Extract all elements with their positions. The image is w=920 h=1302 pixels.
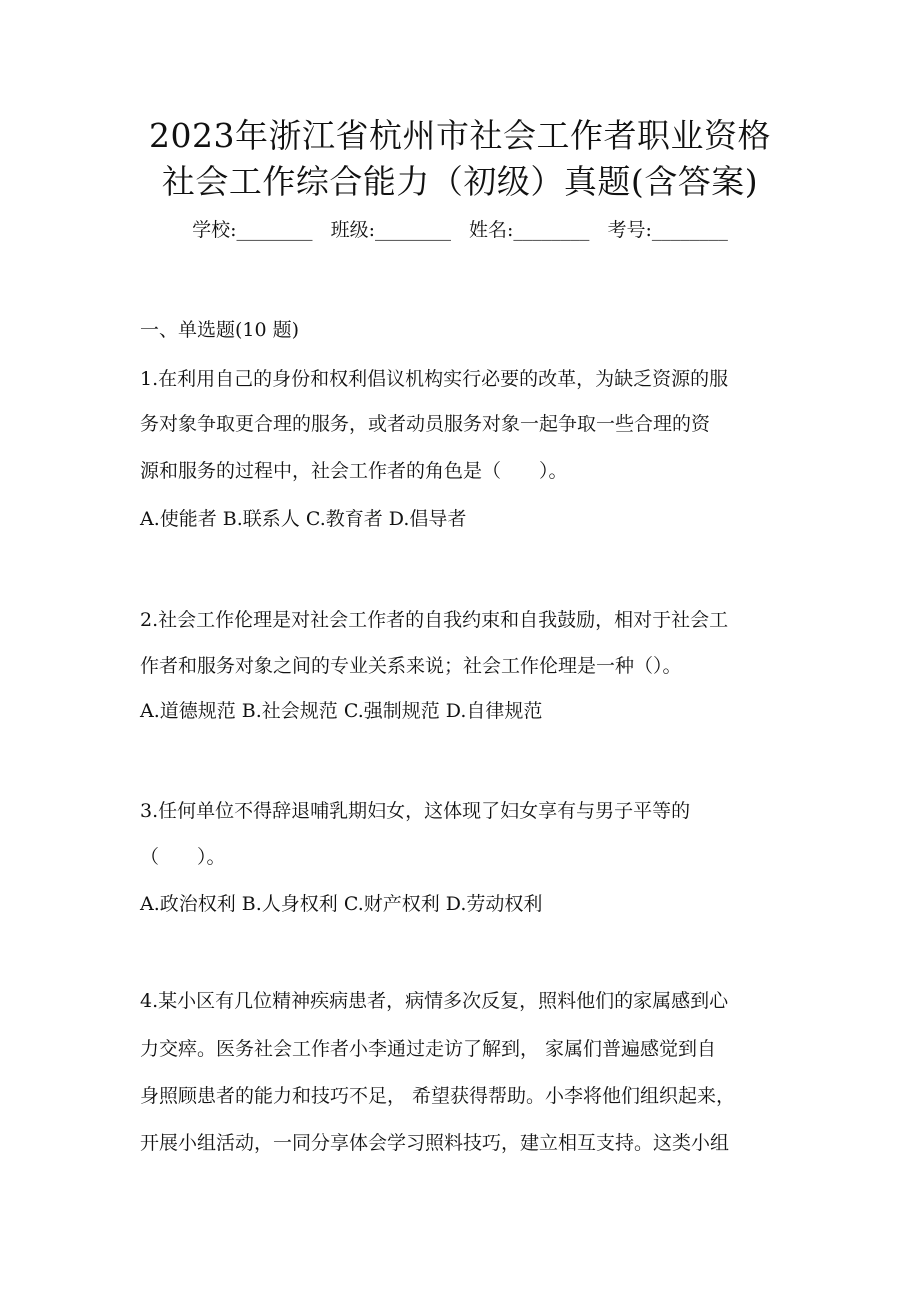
question-3-options: A.政治权利 B.人身权利 C.财产权利 D.劳动权利 — [140, 893, 543, 915]
exam-number-field: 考号:________ — [607, 219, 728, 241]
document-title-line-2: 社会工作综合能力（初级）真题(含答案) — [161, 162, 759, 201]
document-title-line-1: 2023年浙江省杭州市社会工作者职业资格 — [149, 116, 771, 155]
question-2-line-1: 2.社会工作伦理是对社会工作者的自我约束和自我鼓励，相对于社会工 — [140, 609, 729, 631]
question-3-line-2: （ ）。 — [140, 846, 226, 868]
question-4-line-3: 身照顾患者的能力和技巧不足， 希望获得帮助。小李将他们组织起来， — [140, 1085, 736, 1107]
question-1-line-2: 务对象争取更合理的服务，或者动员服务对象一起争取一些合理的资 — [140, 413, 711, 435]
question-3-line-1: 3.任何单位不得辞退哺乳期妇女，这体现了妇女享有与男子平等的 — [140, 800, 691, 822]
question-4-line-2: 力交瘁。医务社会工作者小李通过走访了解到， 家属们普遍感觉到自 — [140, 1038, 717, 1060]
question-1-line-3: 源和服务的过程中，社会工作者的角色是（ ）。 — [140, 460, 568, 482]
school-field: 学校:________ — [192, 219, 313, 241]
section-heading: 一、单选题(10 题) — [140, 319, 300, 341]
student-info-row — [0, 216, 920, 244]
class-field: 班级:________ — [330, 219, 451, 241]
question-2-options: A.道德规范 B.社会规范 C.强制规范 D.自律规范 — [140, 700, 543, 722]
question-4-line-1: 4.某小区有几位精神疾病患者，病情多次反复，照料他们的家属感到心 — [140, 990, 729, 1012]
question-2-line-2: 作者和服务对象之间的专业关系来说；社会工作伦理是一种（）。 — [140, 655, 682, 677]
question-4-line-4: 开展小组活动，一同分享体会学习照料技巧，建立相互支持。这类小组 — [140, 1132, 730, 1154]
name-field: 姓名:________ — [469, 219, 590, 241]
question-1-options: A.使能者 B.联系人 C.教育者 D.倡导者 — [140, 508, 467, 530]
question-1-line-1: 1.在利用自己的身份和权利倡议机构实行必要的改革，为缺乏资源的服 — [140, 368, 729, 390]
